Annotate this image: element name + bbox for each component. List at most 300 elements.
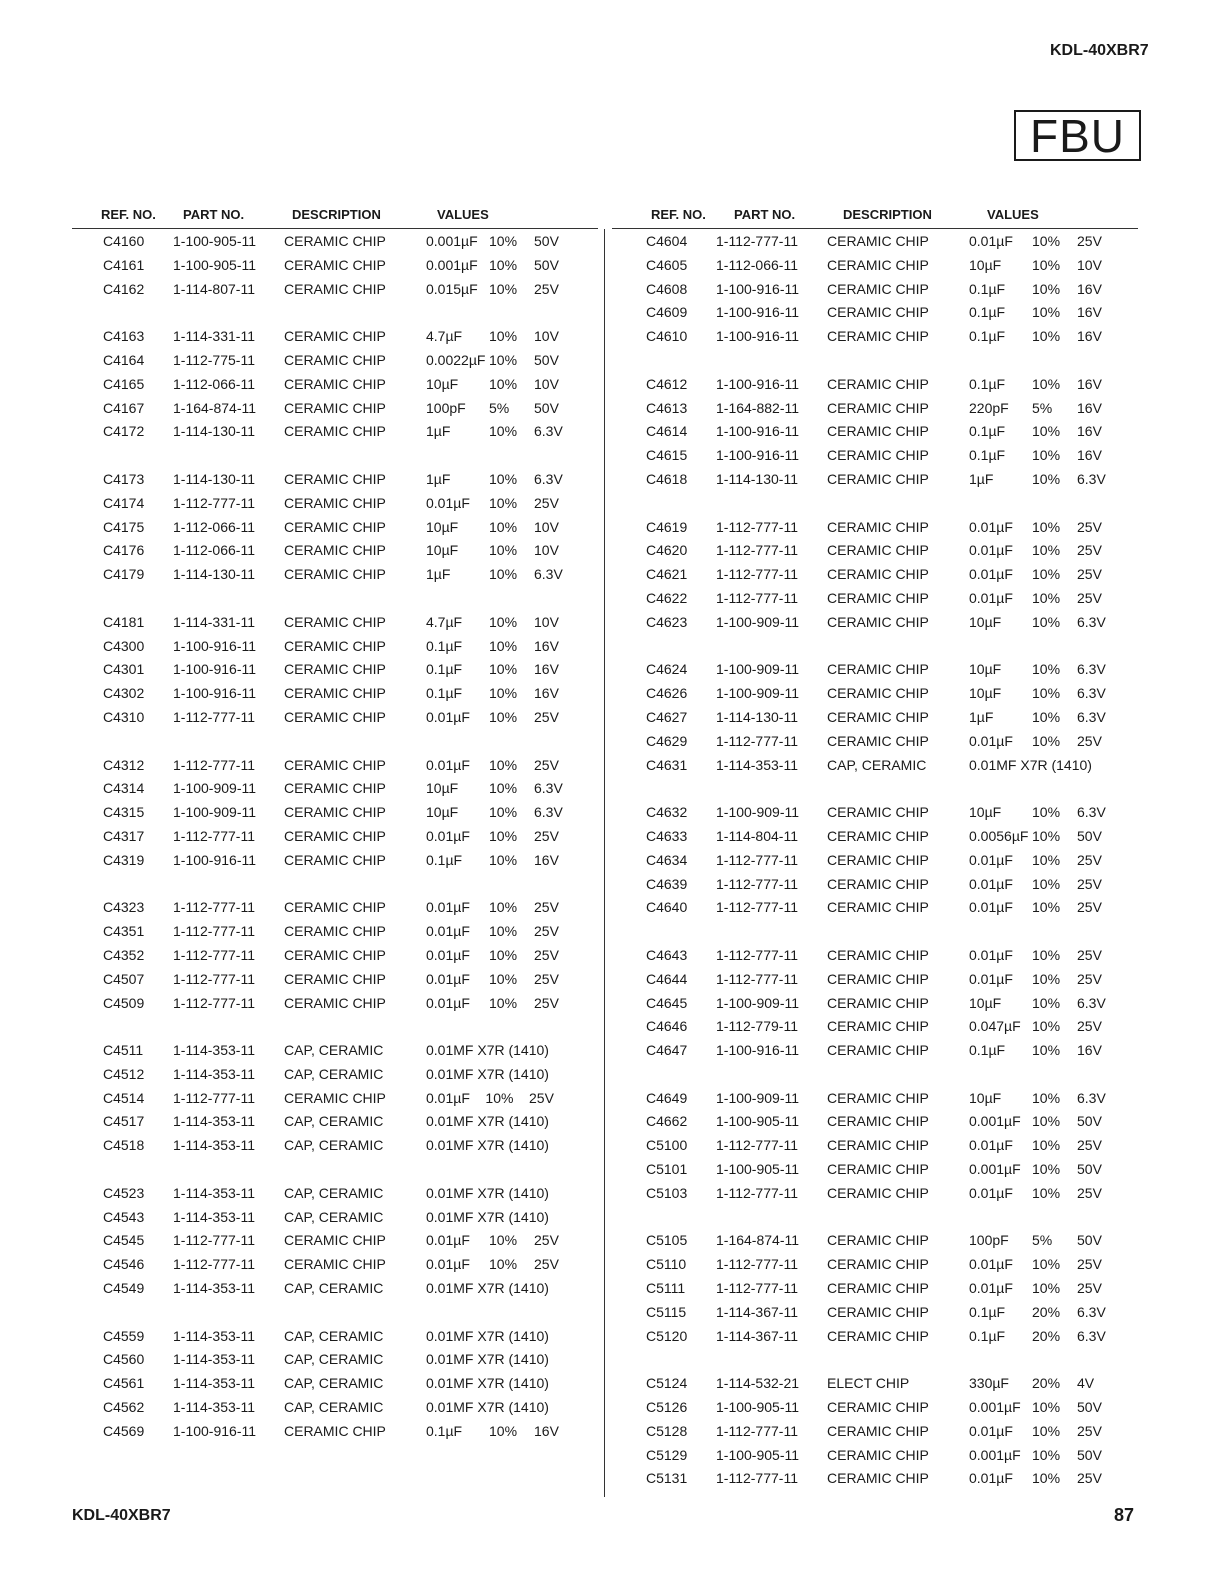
cell-desc: CERAMIC CHIP xyxy=(284,708,386,725)
cell-ref: C4161 xyxy=(103,256,145,273)
cell-v2: 10% xyxy=(1032,685,1061,702)
cell-ref: C4545 xyxy=(103,1232,145,1249)
cell-v2: 10% xyxy=(1032,375,1061,392)
table-row xyxy=(646,801,1166,825)
cell-ref: C4181 xyxy=(103,613,145,630)
cell-v1: 0.1µF xyxy=(969,375,1006,392)
cell-v3: 50V xyxy=(1077,1161,1102,1178)
cell-v1: 0.1µF xyxy=(969,1042,1006,1059)
cell-part: 1-114-130-11 xyxy=(716,470,798,487)
cell-ref: C4167 xyxy=(103,399,145,416)
cell-part: 1-112-777-11 xyxy=(716,1256,798,1273)
cell-v3: 25V xyxy=(534,899,559,916)
cell-v2: 10% xyxy=(489,328,518,345)
cell-v2: 10% xyxy=(1032,1280,1061,1297)
cell-part: 1-112-777-11 xyxy=(173,1232,255,1249)
cell-v1: 10µF xyxy=(969,613,1002,630)
cell-ref: C4514 xyxy=(103,1089,145,1106)
cell-ref: C4562 xyxy=(103,1399,145,1416)
cell-vfull: 0.01MF X7R (1410) xyxy=(426,1399,549,1416)
cell-part: 1-112-066-11 xyxy=(173,542,255,559)
cell-desc: CERAMIC CHIP xyxy=(827,827,929,844)
cell-ref: C4633 xyxy=(646,827,688,844)
cell-v2: 10% xyxy=(489,542,518,559)
cell-v1: 1µF xyxy=(426,470,451,487)
cell-vfull: 0.01MF X7R (1410) xyxy=(426,1137,549,1154)
cell-v2: 10% xyxy=(489,756,518,773)
col-header-values: VALUES xyxy=(437,207,489,222)
cell-desc: CERAMIC CHIP xyxy=(284,685,386,702)
cell-part: 1-100-916-11 xyxy=(173,661,257,678)
table-row xyxy=(646,420,1166,444)
cell-v1: 0.01µF xyxy=(969,518,1013,535)
cell-v3: 16V xyxy=(1077,423,1102,440)
cell-v1: 0.01µF xyxy=(969,1422,1013,1439)
cell-v1: 1µF xyxy=(969,708,994,725)
cell-part: 1-100-916-11 xyxy=(716,423,800,440)
cell-v1: 0.01µF xyxy=(426,946,470,963)
cell-v1: 0.01µF xyxy=(969,1256,1013,1273)
cell-ref: C4518 xyxy=(103,1137,145,1154)
cell-desc: CERAMIC CHIP xyxy=(827,1256,929,1273)
cell-v3: 10V xyxy=(1077,256,1102,273)
table-row xyxy=(103,1110,623,1134)
cell-ref: C4631 xyxy=(646,756,688,773)
cell-v1: 1µF xyxy=(426,423,451,440)
col-header-desc: DESCRIPTION xyxy=(292,207,381,222)
cell-part: 1-100-909-11 xyxy=(716,661,800,678)
row-spacer xyxy=(103,730,623,754)
cell-desc: CERAMIC CHIP xyxy=(284,613,386,630)
cell-v3: 25V xyxy=(1077,1137,1102,1154)
table-row xyxy=(646,301,1166,325)
cell-v2: 20% xyxy=(1032,1375,1061,1392)
cell-v1: 0.001µF xyxy=(969,1161,1021,1178)
table-row xyxy=(646,968,1166,992)
cell-v3: 16V xyxy=(1077,399,1102,416)
cell-part: 1-114-353-11 xyxy=(173,1065,255,1082)
cell-desc: CERAMIC CHIP xyxy=(284,780,386,797)
table-row xyxy=(103,611,623,635)
cell-v3: 16V xyxy=(1077,280,1102,297)
cell-desc: CERAMIC CHIP xyxy=(827,732,929,749)
cell-ref: C4310 xyxy=(103,708,145,725)
cell-v3: 10V xyxy=(534,375,559,392)
cell-ref: C4509 xyxy=(103,994,145,1011)
parts-list-right xyxy=(646,230,1166,1491)
cell-v3: 25V xyxy=(534,827,559,844)
cell-part: 1-114-353-11 xyxy=(173,1327,255,1344)
cell-v1: 0.01µF xyxy=(426,827,470,844)
cell-desc: CAP, CERAMIC xyxy=(284,1351,384,1368)
cell-v1: 0.01µF xyxy=(426,923,470,940)
cell-v1: 0.01µF xyxy=(969,589,1013,606)
table-row xyxy=(103,1063,623,1087)
cell-ref: C4561 xyxy=(103,1375,145,1392)
row-spacer xyxy=(103,1301,623,1325)
cell-v1: 0.1µF xyxy=(969,1303,1006,1320)
cell-desc: CERAMIC CHIP xyxy=(827,233,929,249)
cell-v2: 10% xyxy=(1032,732,1061,749)
cell-part: 1-112-777-11 xyxy=(716,1422,798,1439)
table-row xyxy=(103,1372,623,1396)
cell-vfull: 0.01MF X7R (1410) xyxy=(426,1351,549,1368)
row-spacer xyxy=(103,1015,623,1039)
cell-ref: C4640 xyxy=(646,899,688,916)
col-header-part: PART NO. xyxy=(734,207,796,222)
cell-v2: 10% xyxy=(1032,1470,1061,1487)
cell-part: 1-112-066-11 xyxy=(173,518,255,535)
cell-desc: CERAMIC CHIP xyxy=(284,661,386,678)
cell-part: 1-114-353-11 xyxy=(173,1375,255,1392)
cell-v3: 25V xyxy=(534,1256,559,1273)
cell-vfull: 0.01MF X7R (1410) xyxy=(426,1184,549,1201)
cell-desc: CERAMIC CHIP xyxy=(827,470,929,487)
table-row xyxy=(646,1229,1166,1253)
row-spacer xyxy=(646,1206,1166,1230)
table-row xyxy=(103,825,623,849)
cell-ref: C4352 xyxy=(103,946,145,963)
cell-part: 1-100-909-11 xyxy=(716,613,800,630)
cell-v2: 10% xyxy=(1032,1137,1061,1154)
table-row xyxy=(646,563,1166,587)
table-row xyxy=(103,849,623,873)
table-row xyxy=(646,468,1166,492)
table-row xyxy=(646,944,1166,968)
table-row xyxy=(103,968,623,992)
cell-desc: ELECT CHIP xyxy=(827,1375,910,1392)
cell-vfull: 0.01MF X7R (1410) xyxy=(426,1113,549,1130)
cell-desc: CERAMIC CHIP xyxy=(827,851,929,868)
cell-ref: C4644 xyxy=(646,970,688,987)
cell-vfull: 0.01MF X7R (1410) xyxy=(426,1208,549,1225)
cell-ref: C4173 xyxy=(103,470,145,487)
table-row xyxy=(646,539,1166,563)
table-row xyxy=(646,325,1166,349)
cell-desc: CERAMIC CHIP xyxy=(827,1232,929,1249)
cell-part: 1-114-353-11 xyxy=(173,1113,255,1130)
cell-ref: C4634 xyxy=(646,851,688,868)
table-row xyxy=(646,1182,1166,1206)
cell-part: 1-112-777-11 xyxy=(173,708,255,725)
table-row xyxy=(103,1348,623,1372)
cell-desc: CERAMIC CHIP xyxy=(284,470,386,487)
cell-desc: CERAMIC CHIP xyxy=(827,304,929,321)
row-spacer xyxy=(103,873,623,897)
cell-ref: C4549 xyxy=(103,1280,145,1297)
cell-v3: 50V xyxy=(1077,1446,1102,1463)
cell-ref: C4165 xyxy=(103,375,145,392)
cell-part: 1-100-905-11 xyxy=(173,233,257,249)
cell-part: 1-100-916-11 xyxy=(716,375,800,392)
cell-v1: 0.01µF xyxy=(969,946,1013,963)
cell-part: 1-114-353-11 xyxy=(173,1184,255,1201)
cell-desc: CERAMIC CHIP xyxy=(827,447,929,464)
cell-ref: C4523 xyxy=(103,1184,145,1201)
cell-v1: 0.01µF xyxy=(426,970,470,987)
cell-ref: C4162 xyxy=(103,280,145,297)
row-spacer xyxy=(103,301,623,325)
table-row xyxy=(103,1134,623,1158)
cell-ref: C4622 xyxy=(646,589,688,606)
table-row xyxy=(103,992,623,1016)
cell-desc: CERAMIC CHIP xyxy=(284,256,386,273)
cell-ref: C4315 xyxy=(103,804,145,821)
cell-v2: 10% xyxy=(1032,233,1061,249)
cell-v1: 10µF xyxy=(969,994,1002,1011)
cell-desc: CERAMIC CHIP xyxy=(827,1018,929,1035)
cell-v2: 10% xyxy=(1032,1256,1061,1273)
table-row xyxy=(103,1325,623,1349)
row-spacer xyxy=(646,777,1166,801)
cell-part: 1-100-916-11 xyxy=(716,328,800,345)
cell-v2: 5% xyxy=(1032,1232,1053,1249)
cell-ref: C4164 xyxy=(103,351,145,368)
cell-desc: CAP, CERAMIC xyxy=(284,1327,384,1344)
cell-v3: 16V xyxy=(534,851,559,868)
cell-ref: C5120 xyxy=(646,1327,688,1344)
cell-desc: CERAMIC CHIP xyxy=(284,566,386,583)
cell-part: 1-112-777-11 xyxy=(716,589,798,606)
cell-ref: C4175 xyxy=(103,518,145,535)
cell-vfull: 0.01MF X7R (1410) xyxy=(426,1065,549,1082)
cell-v1: 0.1µF xyxy=(969,447,1006,464)
cell-v3: 6.3V xyxy=(534,566,563,583)
cell-ref: C4517 xyxy=(103,1113,145,1130)
cell-desc: CERAMIC CHIP xyxy=(827,970,929,987)
cell-v2: 10% xyxy=(489,233,518,249)
cell-ref: C4172 xyxy=(103,423,145,440)
cell-v2: 10% xyxy=(1032,613,1061,630)
cell-part: 1-112-775-11 xyxy=(173,351,255,368)
table-row xyxy=(646,278,1166,302)
cell-desc: CERAMIC CHIP xyxy=(827,1280,929,1297)
cell-v2: 10% xyxy=(489,1256,518,1273)
cell-v2: 10% xyxy=(489,280,518,297)
cell-v3: 25V xyxy=(534,708,559,725)
table-row xyxy=(646,1396,1166,1420)
cell-v3: 6.3V xyxy=(1077,1327,1106,1344)
cell-part: 1-100-916-11 xyxy=(716,304,800,321)
cell-v3: 25V xyxy=(1077,970,1102,987)
cell-v3: 16V xyxy=(1077,1042,1102,1059)
cell-v2: 10% xyxy=(489,923,518,940)
cell-part: 1-112-777-11 xyxy=(173,756,255,773)
cell-v2: 10% xyxy=(489,256,518,273)
cell-part: 1-100-909-11 xyxy=(716,685,800,702)
cell-v3: 6.3V xyxy=(534,804,563,821)
cell-desc: CERAMIC CHIP xyxy=(827,256,929,273)
table-row xyxy=(103,397,623,421)
cell-part: 1-100-909-11 xyxy=(173,780,257,797)
cell-v1: 0.01µF xyxy=(426,1232,470,1249)
cell-v2: 5% xyxy=(1032,399,1053,416)
cell-ref: C4302 xyxy=(103,685,145,702)
cell-desc: CERAMIC CHIP xyxy=(284,1256,386,1273)
table-row xyxy=(103,706,623,730)
cell-part: 1-114-532-21 xyxy=(716,1375,800,1392)
cell-ref: C5101 xyxy=(646,1161,688,1178)
cell-ref: C5126 xyxy=(646,1399,688,1416)
cell-v3: 16V xyxy=(534,637,559,654)
cell-v2: 10% xyxy=(489,851,518,868)
cell-desc: CERAMIC CHIP xyxy=(827,1042,929,1059)
cell-v1: 0.1µF xyxy=(426,1422,463,1439)
table-row xyxy=(646,1087,1166,1111)
cell-v1: 0.01µF xyxy=(426,708,470,725)
cell-part: 1-100-909-11 xyxy=(173,804,257,821)
cell-v2: 10% xyxy=(1032,542,1061,559)
cell-v3: 25V xyxy=(1077,946,1102,963)
table-row xyxy=(103,373,623,397)
table-row xyxy=(646,1325,1166,1349)
cell-v3: 25V xyxy=(534,994,559,1011)
cell-v1: 0.1µF xyxy=(969,328,1006,345)
table-row xyxy=(646,444,1166,468)
cell-v3: 25V xyxy=(534,280,559,297)
cell-v2: 10% xyxy=(489,566,518,583)
cell-v1: 0.01µF xyxy=(969,542,1013,559)
header-rule-right xyxy=(612,228,1138,229)
cell-desc: CAP, CERAMIC xyxy=(284,1375,384,1392)
cell-v2: 10% xyxy=(1032,899,1061,916)
cell-v3: 25V xyxy=(1077,899,1102,916)
table-row xyxy=(646,896,1166,920)
cell-v1: 0.047µF xyxy=(969,1018,1021,1035)
cell-v1: 0.01µF xyxy=(969,1137,1013,1154)
cell-desc: CERAMIC CHIP xyxy=(284,399,386,416)
cell-v2: 10% xyxy=(1032,518,1061,535)
cell-vfull: 0.01µF 10% 25V xyxy=(426,1089,554,1106)
cell-desc: CERAMIC CHIP xyxy=(284,827,386,844)
cell-ref: C4546 xyxy=(103,1256,145,1273)
cell-v3: 16V xyxy=(534,1422,559,1439)
cell-desc: CERAMIC CHIP xyxy=(827,1113,929,1130)
cell-ref: C4609 xyxy=(646,304,688,321)
cell-v2: 10% xyxy=(1032,328,1061,345)
cell-desc: CERAMIC CHIP xyxy=(284,280,386,297)
cell-v1: 0.01µF xyxy=(969,1280,1013,1297)
table-row xyxy=(646,658,1166,682)
page-number: 87 xyxy=(1114,1505,1135,1525)
cell-vfull: 0.01MF X7R (1410) xyxy=(426,1327,549,1344)
table-row xyxy=(103,516,623,540)
cell-part: 1-112-777-11 xyxy=(716,233,798,249)
cell-v1: 10µF xyxy=(969,661,1002,678)
cell-v3: 25V xyxy=(534,946,559,963)
table-row xyxy=(646,397,1166,421)
cell-v1: 0.1µF xyxy=(969,1327,1006,1344)
cell-ref: C5111 xyxy=(646,1280,686,1297)
cell-desc: CERAMIC CHIP xyxy=(827,1470,929,1487)
table-row xyxy=(646,230,1166,254)
table-row xyxy=(103,325,623,349)
cell-v2: 10% xyxy=(1032,589,1061,606)
col-header-values: VALUES xyxy=(987,207,1039,222)
cell-v3: 16V xyxy=(1077,304,1102,321)
cell-part: 1-100-916-11 xyxy=(716,280,800,297)
cell-v2: 10% xyxy=(489,685,518,702)
cell-v3: 16V xyxy=(1077,328,1102,345)
table-row xyxy=(646,1444,1166,1468)
cell-desc: CAP, CERAMIC xyxy=(827,756,927,773)
cell-v2: 10% xyxy=(489,804,518,821)
cell-v1: 1µF xyxy=(426,566,451,583)
cell-v2: 10% xyxy=(1032,1042,1061,1059)
cell-v3: 25V xyxy=(1077,518,1102,535)
cell-desc: CERAMIC CHIP xyxy=(284,1422,386,1439)
cell-desc: CERAMIC CHIP xyxy=(284,542,386,559)
cell-part: 1-100-916-11 xyxy=(173,685,257,702)
cell-ref: C4610 xyxy=(646,328,688,345)
cell-ref: C4632 xyxy=(646,804,688,821)
cell-desc: CERAMIC CHIP xyxy=(827,1089,929,1106)
cell-v1: 10µF xyxy=(969,804,1002,821)
table-row xyxy=(646,587,1166,611)
cell-v3: 6.3V xyxy=(1077,804,1106,821)
cell-part: 1-112-777-11 xyxy=(173,827,255,844)
row-spacer xyxy=(103,587,623,611)
cell-part: 1-112-777-11 xyxy=(173,946,255,963)
cell-desc: CERAMIC CHIP xyxy=(827,994,929,1011)
cell-ref: C4604 xyxy=(646,233,688,249)
cell-part: 1-100-916-11 xyxy=(173,851,257,868)
row-spacer xyxy=(646,635,1166,659)
cell-part: 1-112-777-11 xyxy=(716,518,798,535)
cell-desc: CERAMIC CHIP xyxy=(284,994,386,1011)
cell-ref: C4613 xyxy=(646,399,688,416)
cell-ref: C4646 xyxy=(646,1018,688,1035)
cell-desc: CAP, CERAMIC xyxy=(284,1280,384,1297)
cell-part: 1-114-367-11 xyxy=(716,1303,798,1320)
cell-v1: 0.01µF xyxy=(426,1256,470,1273)
cell-part: 1-112-777-11 xyxy=(716,1470,798,1487)
cell-v1: 0.01µF xyxy=(969,851,1013,868)
cell-desc: CERAMIC CHIP xyxy=(827,613,929,630)
cell-v2: 10% xyxy=(489,899,518,916)
cell-part: 1-112-777-11 xyxy=(173,923,255,940)
cell-desc: CERAMIC CHIP xyxy=(284,351,386,368)
cell-v3: 50V xyxy=(534,351,559,368)
cell-desc: CERAMIC CHIP xyxy=(827,1137,929,1154)
cell-v1: 0.1µF xyxy=(426,685,463,702)
table-row xyxy=(646,254,1166,278)
cell-desc: CAP, CERAMIC xyxy=(284,1065,384,1082)
table-row xyxy=(103,754,623,778)
table-row xyxy=(646,1420,1166,1444)
row-spacer xyxy=(646,1348,1166,1372)
table-row xyxy=(103,1206,623,1230)
table-row xyxy=(103,635,623,659)
cell-v3: 6.3V xyxy=(1077,613,1106,630)
cell-ref: C4314 xyxy=(103,780,145,797)
cell-desc: CERAMIC CHIP xyxy=(827,946,929,963)
table-row xyxy=(103,920,623,944)
cell-ref: C4512 xyxy=(103,1065,145,1082)
cell-v2: 10% xyxy=(1032,946,1061,963)
table-row xyxy=(103,1039,623,1063)
cell-desc: CAP, CERAMIC xyxy=(284,1399,384,1416)
cell-part: 1-100-916-11 xyxy=(716,1042,800,1059)
cell-v3: 50V xyxy=(1077,827,1102,844)
table-row xyxy=(646,1372,1166,1396)
cell-v3: 16V xyxy=(534,685,559,702)
cell-v3: 6.3V xyxy=(1077,994,1106,1011)
cell-v3: 25V xyxy=(1077,1256,1102,1273)
table-row xyxy=(103,896,623,920)
row-spacer xyxy=(646,349,1166,373)
cell-v1: 0.01µF xyxy=(426,756,470,773)
